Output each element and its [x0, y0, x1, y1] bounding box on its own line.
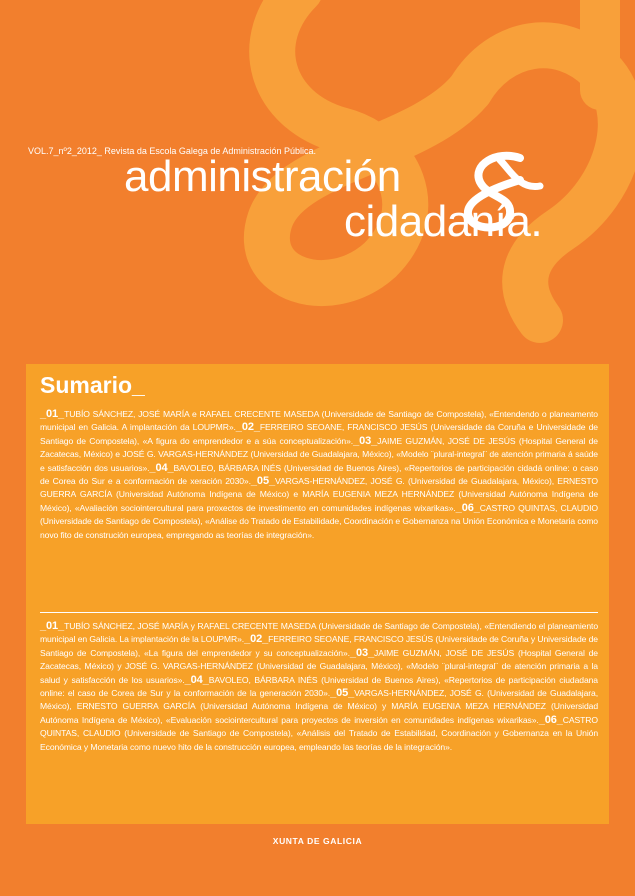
entry-text: VARGAS-HERNÁNDEZ, JOSÉ G. (Universidad de Guadalajara, México), ERNESTO GUERRA GARCÍA (Universidad Autónoma Indígena de México) e MARÍA EUGENIA MEZA HERNÁNDEZ (Universidad Autónoma Indígena de México), «Avaliación sociointercultural para proxectos de investimento en comunidades indígenas wixarikas».: [40, 476, 598, 513]
volume-line: VOL.7_nº2_2012_ Revista da Escola Galega de Administración Pública.: [28, 146, 316, 156]
entry-number: _05_: [250, 475, 275, 488]
entry-text: JAIME GUZMÁN, JOSÉ DE JESÚS (Hospital General de Zacatecas, México) e JOSÉ G. VARGAS-HERNÁNDEZ (Universidad de Guadalajara, México), «Modelo ¨plural-integral¨ de atención primaria á saúde e satisfacción dos usuarios».: [40, 435, 598, 473]
title-line-1: administración: [124, 152, 401, 201]
summary-heading: Sumario_: [40, 372, 145, 398]
entry-text: JAIME GUZMÁN, JOSÉ DE JESÚS (Hospital General de Zacatecas, México) y JOSÉ G. VARGAS-HERNÁNDEZ (Universidad de Guadalajara, México), «Modelo ¨plural-integral¨ de atención primaria a la salud y satisfacción de los usuarios».: [40, 647, 598, 685]
entry-text: CASTRO QUINTAS, CLAUDIO (Universidade de Santiago de Compostela), «Análise do Tratado de Estabilidade, Coordinación e Gobernanza na Unión Económica e Monetaria como novo fito de construción europea, empregando as teorías de integración».: [40, 502, 598, 540]
entry-text: TUBÍO SÁNCHEZ, JOSÉ MARÍA e RAFAEL CRECENTE MASEDA (Universidade de Santiago de Compostela), «Entendendo o planeamento municipal en Galicia. A implantación da LOUPMR».: [40, 409, 598, 433]
entry-number: _03_: [349, 646, 374, 659]
entry-text: BAVOLEO, BÁRBARA INÉS (Universidad de Buenos Aires), «Repertorios de participación ciudadana online: el caso de Corea de Sur y la conformación de la generación 2030».: [40, 674, 598, 699]
entry-number: _01_: [40, 620, 65, 632]
entry-text: TUBÍO SÁNCHEZ, JOSÉ MARÍA y RAFAEL CRECENTE MASEDA (Universidade de Santiago de Compostela), «Entendiendo el planeamiento municipal en Galicia. La implantación de la LOUPMR».: [40, 621, 598, 645]
summary-panel: [26, 364, 609, 824]
publisher-logo-text: XUNTA DE GALICIA: [272, 836, 363, 846]
entry-number: _05_: [330, 687, 355, 700]
entry-number: _06_: [538, 713, 563, 726]
summary-spanish: [40, 620, 598, 754]
entry-text: BAVOLEO, BÁRBARA INÉS (Universidad de Buenos Aires), «Repertorios de participación cidadá online: o caso de Corea do Sur e a conformación de xeración 2030».: [40, 462, 598, 487]
entry-text: VARGAS-HERNÁNDEZ, JOSÉ G. (Universidad de Guadalajara, México), ERNESTO GUERRA GARCÍA (Universidad Autónoma Indígena de México) y MARÍA EUGENIA MEZA HERNÁNDEZ (Universidad Autónoma Indígena de México), «Evaluación sociointercultural para proyectos de inversión en comunidades indígenas wixarikas».: [40, 688, 599, 725]
entry-number: _04_: [149, 461, 174, 474]
entry-number: _02_: [235, 421, 260, 434]
entry-number: _02_: [244, 633, 269, 646]
entry-text: FERREIRO SEOANE, FRANCISCO JESÚS (Universidade de Coruña y Universidade de Santiago de Compostela), «La figura del emprendedor y su conceptualización».: [40, 634, 598, 658]
entry-number: _03_: [353, 434, 378, 447]
summary-galician: [40, 408, 598, 542]
title-line-2: cidadanía.: [344, 197, 543, 246]
entry-text: CASTRO QUINTAS, CLAUDIO (Universidade de Santiago de Compostela), «Análisis del Tratado de Estabilidad, Coordinación y Gobernanza en la Unión Económica y Monetaria como nuevo hito de la construcción europea, empleando las teorías de la integración».: [40, 714, 598, 752]
divider: [40, 612, 598, 613]
entry-number: _04_: [184, 673, 209, 686]
entry-number: _01_: [40, 408, 65, 420]
entry-number: _06_: [455, 501, 480, 514]
entry-text: FERREIRO SEOANE, FRANCISCO JESÚS (Universidade da Coruña e Universidade de Santiago de Compostela), «A figura do emprendedor e a súa conceptualización».: [40, 422, 598, 446]
